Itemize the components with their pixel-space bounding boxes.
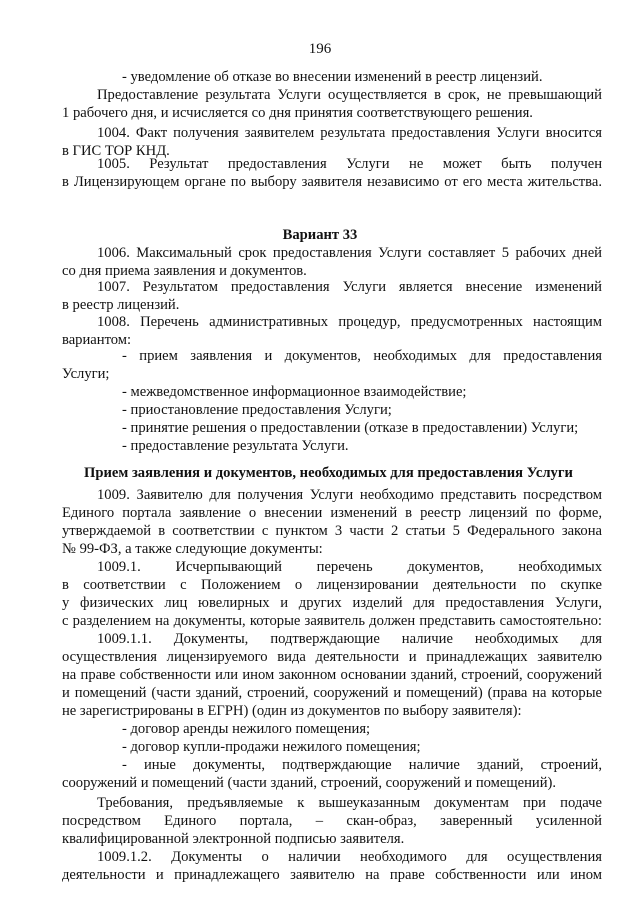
text-line: деятельности и принадлежащего заявителю на праве собственности или ином <box>62 867 602 883</box>
text-line: Требования, предъявляемые к вышеуказанным документам при подаче <box>97 795 602 811</box>
text-line: Предоставление результата Услуги осуществляется в срок, не превышающий <box>97 87 602 103</box>
list-item: - межведомственное информационное взаимодействие; <box>122 384 467 400</box>
text-line: в Лицензирующем органе по выбору заявителя независимо от его места жительства. <box>62 174 602 190</box>
text-line: 1004. Факт получения заявителем результата предоставления Услуги вносится <box>97 125 602 141</box>
text-line: сооружений и помещений (части зданий, строений, сооружений и помещений). <box>62 775 557 791</box>
text-line: осуществления лицензируемого вида деятельности и принадлежащих заявителю <box>62 649 602 665</box>
page-number: 196 <box>308 41 332 57</box>
text-line: посредством Единого портала, – скан-образ, заверенный усиленной <box>62 813 602 829</box>
text-line: 1006. Максимальный срок предоставления Услуги составляет 5 рабочих дней <box>97 245 602 261</box>
text-line: на праве собственности или ином законном основании зданий, строений, сооружений <box>62 667 602 683</box>
text-line: 1009. Заявителю для получения Услуги необходимо представить посредством <box>97 487 602 503</box>
list-item: - принятие решения о предоставлении (отказе в предоставлении) Услуги; <box>122 420 579 436</box>
text-line: у физических лиц ювелирных и других изделий для предоставления Услуги, <box>62 595 602 611</box>
text-line: 1005. Результат предоставления Услуги не может быть получен <box>97 156 602 172</box>
list-item: - иные документы, подтверждающие наличие зданий, строений, <box>122 757 602 773</box>
list-item: - приостановление предоставления Услуги; <box>122 402 392 418</box>
list-item: - предоставление результата Услуги. <box>122 438 349 454</box>
text-line: в реестр лицензий. <box>62 297 180 313</box>
text-line: Услуги; <box>62 366 110 382</box>
text-line: 1009.1. Исчерпывающий перечень документов, необходимых <box>97 559 602 575</box>
text-line: и помещений (части зданий, строений, сооружений и помещений) (права на которые <box>62 685 602 701</box>
section-heading: Вариант 33 <box>282 227 358 243</box>
text-line: не зарегистрированы в ЕГРН) (один из документов по выбору заявителя): <box>62 703 522 719</box>
text-line: в ГИС ТОР КНД. <box>62 143 170 159</box>
subsection-heading: Прием заявления и документов, необходимых для предоставления Услуги <box>84 465 573 481</box>
list-item: - прием заявления и документов, необходимых для предоставления <box>122 348 602 364</box>
text-line: 1008. Перечень административных процедур, предусмотренных настоящим <box>97 314 602 330</box>
text-line: с разделением на документы, которые заявитель должен представить самостоятельно: <box>62 613 602 629</box>
text-line: № 99-ФЗ, а также следующие документы: <box>62 541 323 557</box>
text-line: в соответствии с Положением о лицензировании деятельности по скупке <box>62 577 602 593</box>
text-line: Единого портала заявление о внесении изменений в реестр лицензий по форме, <box>62 505 602 521</box>
text-line: квалифицированной электронной подписью заявителя. <box>62 831 405 847</box>
text-line: утверждаемой в соответствии с пунктом 3 части 2 статьи 5 Федерального закона <box>62 523 602 539</box>
text-line: 1009.1.1. Документы, подтверждающие наличие необходимых для <box>97 631 602 647</box>
list-item: - договор аренды нежилого помещения; <box>122 721 371 737</box>
text-line: 1007. Результатом предоставления Услуги является внесение изменений <box>97 279 602 295</box>
text-line: 1 рабочего дня, и исчисляется со дня принятия соответствующего решения. <box>62 105 533 121</box>
text-line: со дня приема заявления и документов. <box>62 263 307 279</box>
list-item: - договор купли-продажи нежилого помещения; <box>122 739 421 755</box>
text-line: вариантом: <box>62 332 132 348</box>
text-line: 1009.1.2. Документы о наличии необходимого для осуществления <box>97 849 602 865</box>
text-line: - уведомление об отказе во внесении изменений в реестр лицензий. <box>122 69 543 85</box>
